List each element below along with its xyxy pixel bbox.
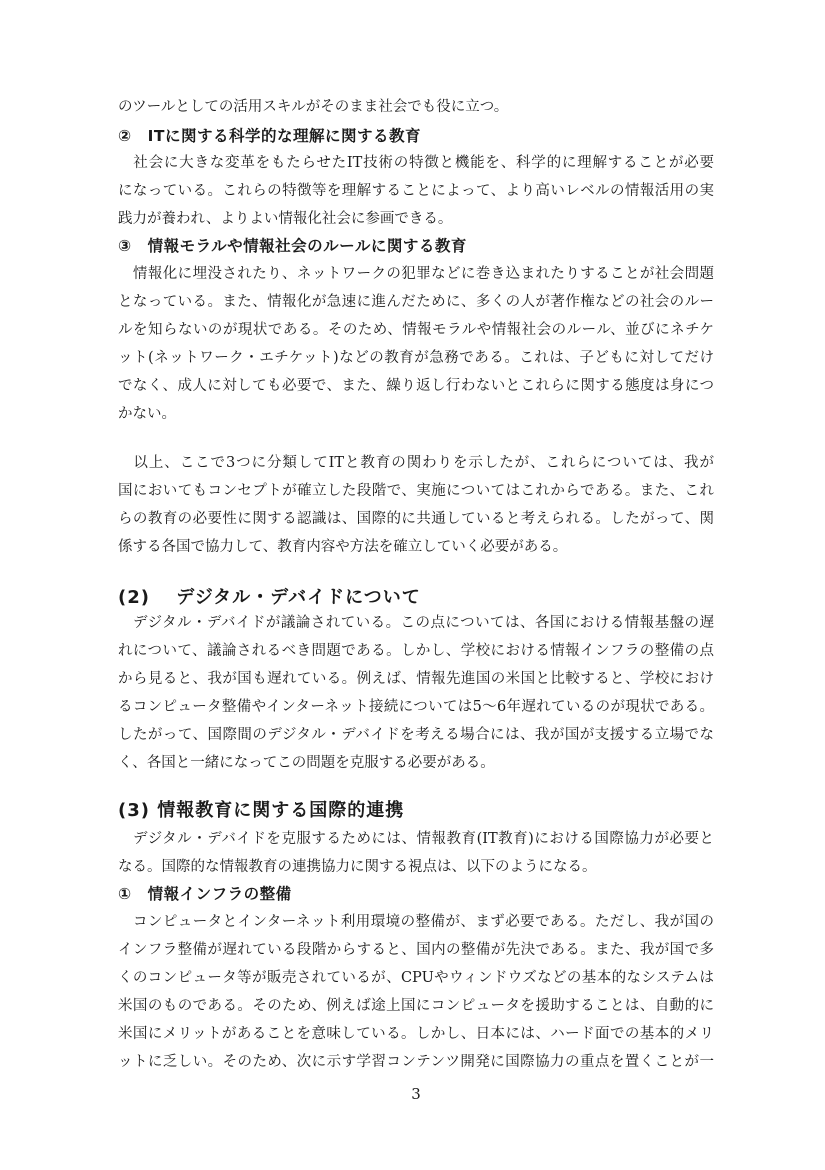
paragraph-line: ット(ネットワーク・エチケット)などの教育が急務である。これは、子どもに対してだけ xyxy=(118,350,714,366)
paragraph-line: デジタル・デバイドを克服するためには、情報教育(IT教育)における国際協力が必要と xyxy=(118,831,714,847)
paragraph-line: 社会に大きな変革をもたらせたIT技術の特徴と機能を、科学的に理解することが必要 xyxy=(118,155,714,171)
paragraph-line: コンピュータとインターネット利用環境の整備が、まず必要である。ただし、我が国の xyxy=(118,914,714,930)
paragraph-line: したがって、国際間のデジタル・デバイドを考える場合には、我が国が支援する立場でな xyxy=(118,727,714,743)
paragraph-line: れについて、議論されるべき問題である。しかし、学校における情報インフラの整備の点 xyxy=(118,643,714,659)
section-heading-info-infrastructure: ① 情報インフラの整備 xyxy=(118,885,292,903)
paragraph-line: かない。 xyxy=(118,406,176,422)
paragraph-line: から見ると、我が国も遅れている。例えば、情報先進国の米国と比較すると、学校におけ xyxy=(118,671,714,687)
page-number: 3 xyxy=(411,1085,421,1103)
document-page xyxy=(118,0,714,1170)
paragraph-line: 以上、ここで3つに分類してITと教育の関わりを示したが、これらについては、我が xyxy=(118,455,714,471)
paragraph-line: ットに乏しい。そのため、次に示す学習コンテンツ開発に国際協力の重点を置くことが一 xyxy=(118,1054,714,1070)
paragraph-line: のツールとしての活用スキルがそのまま社会でも役に立つ。 xyxy=(118,99,509,115)
paragraph-line: でなく、成人に対しても必要で、また、繰り返し行わないとこれらに関する態度は身につ xyxy=(118,378,714,394)
paragraph-line: インフラ整備が遅れている段階からすると、国内の整備が先決である。また、我が国で多 xyxy=(118,942,714,958)
paragraph-line: 米国にメリットがあることを意味している。しかし、日本には、ハード面での基本的メリ xyxy=(118,1026,714,1042)
paragraph-line: らの教育の必要性に関する認識は、国際的に共通していると考えられる。したがって、関 xyxy=(118,511,714,527)
paragraph-line: 践力が養われ、よりよい情報化社会に参画できる。 xyxy=(118,211,453,227)
paragraph-line: デジタル・デバイドが議論されている。この点については、各国における情報基盤の遅 xyxy=(118,615,714,631)
paragraph-line: 米国のものである。そのため、例えば途上国にコンピュータを援助することは、自動的に xyxy=(118,998,714,1014)
paragraph-line: 係する各国で協力して、教育内容や方法を確立していく必要がある。 xyxy=(118,539,568,555)
paragraph-line: るコンピュータ整備やインターネット接続については5〜6年遅れているのが現状である。 xyxy=(118,699,714,715)
section-heading-international-cooperation: (3) 情報教育に関する国際的連携 xyxy=(118,800,405,821)
section-heading-digital-divide: (2) デジタル・デバイドについて xyxy=(118,587,421,608)
section-heading-info-moral: ③ 情報モラルや情報社会のルールに関する教育 xyxy=(118,237,467,255)
section-heading-it-science: ② ITに関する科学的な理解に関する教育 xyxy=(118,127,421,145)
paragraph-line: になっている。これらの特徴等を理解することによって、より高いレベルの情報活用の実 xyxy=(118,183,714,199)
paragraph-line: 情報化に埋没されたり、ネットワークの犯罪などに巻き込まれたりすることが社会問題 xyxy=(118,266,714,282)
paragraph-line: なる。国際的な情報教育の連携協力に関する視点は、以下のようになる。 xyxy=(118,859,597,875)
paragraph-line: く、各国と一緒になってこの問題を克服する必要がある。 xyxy=(118,755,495,771)
paragraph-line: 国においてもコンセプトが確立した段階で、実施についてはこれからである。また、これ xyxy=(118,483,714,499)
paragraph-line: ルを知らないのが現状である。そのため、情報モラルや情報社会のルール、並びにネチケ xyxy=(118,322,714,338)
paragraph-line: となっている。また、情報化が急速に進んだために、多くの人が著作権などの社会のルー xyxy=(118,294,714,310)
paragraph-line: くのコンピュータ等が販売されているが、CPUやウィンドウズなどの基本的なシステムは xyxy=(118,970,714,986)
